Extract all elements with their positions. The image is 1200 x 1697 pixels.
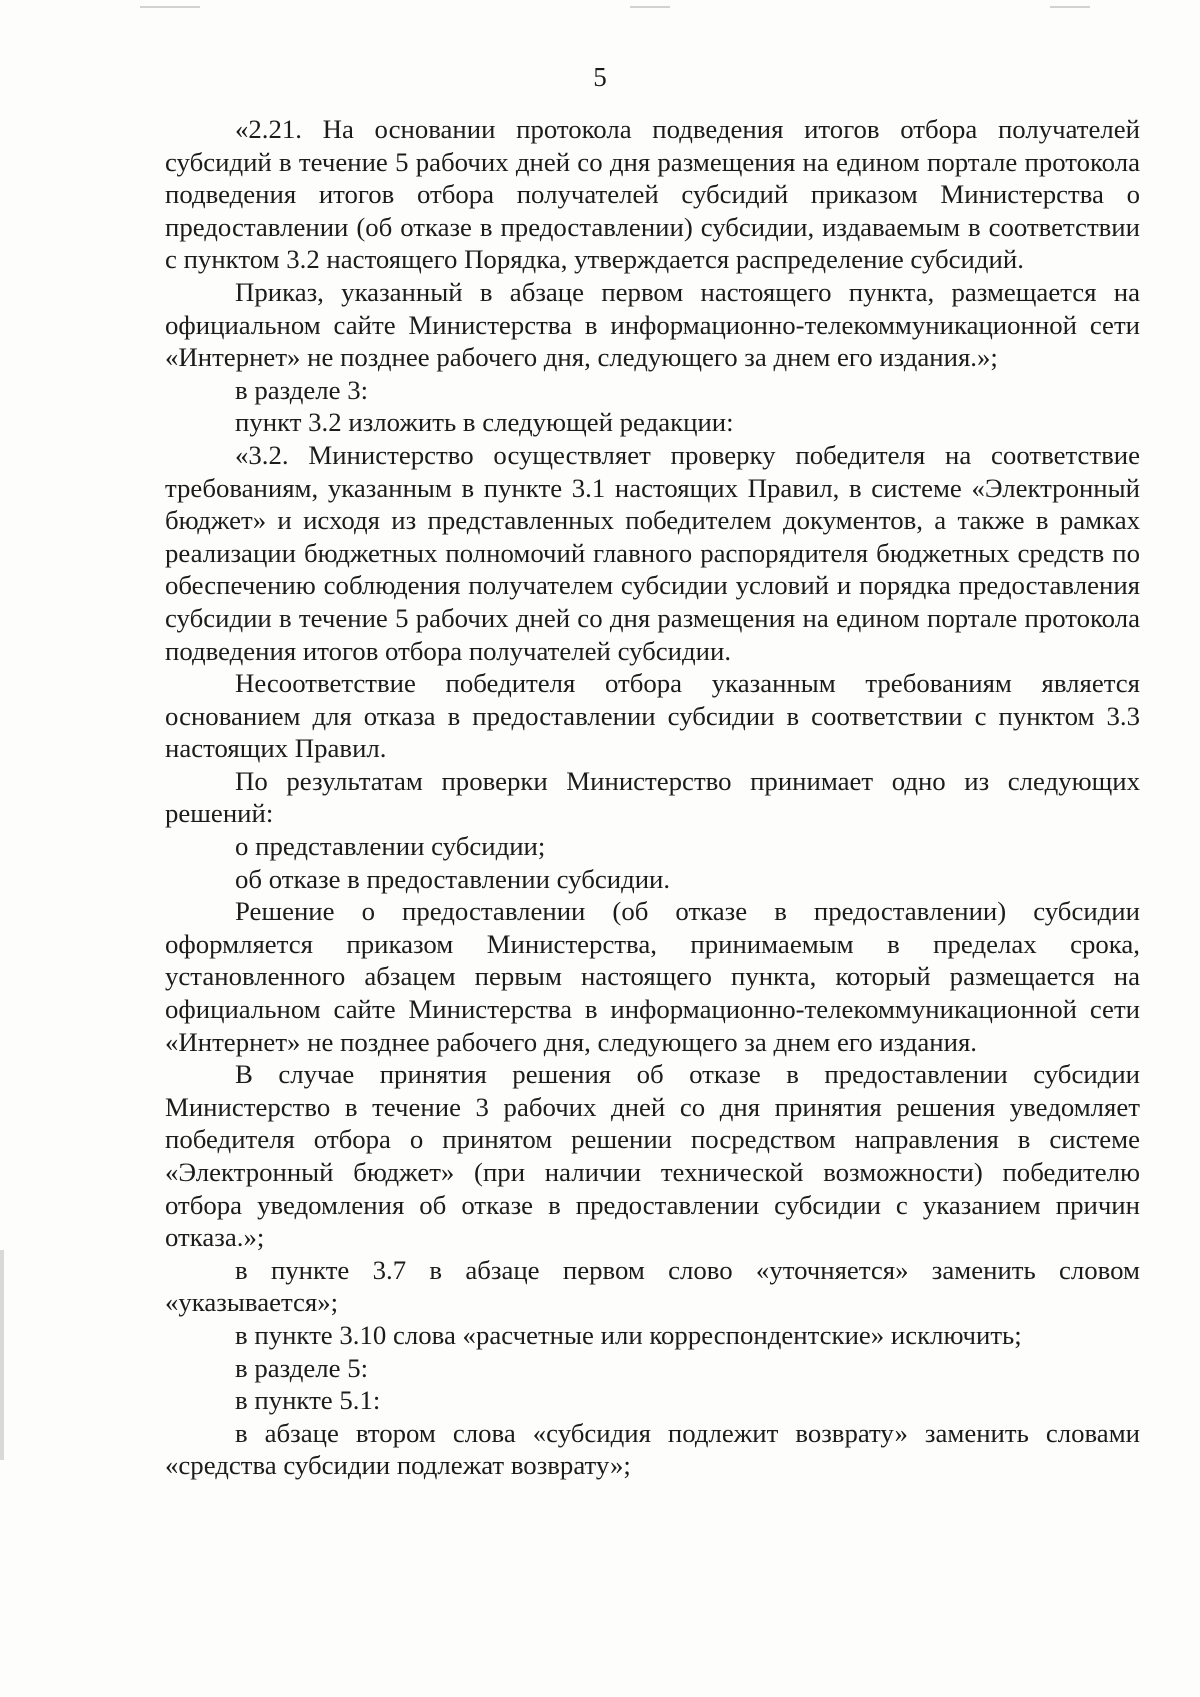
paragraph: о представлении субсидии; (235, 831, 546, 862)
paragraph: «2.21. На основании протокола подведения итогов отбора получателей субсидий в течение 5 рабочих дней со дня размещения на едином портале протокола подведения итогов отбора получателей субсидий приказом Министерства о предоставлении (об отказе в предоставлении) субсидии, издаваемым в соответствии с пунктом 3.2 настоящего Порядка, утверждается распределение субсидий. (165, 114, 1140, 275)
paragraph: Несоответствие победителя отбора указанным требованиям является основанием для отказа в предоставлении субсидии в соответствии с пунктом 3.3 настоящих Правил. (165, 668, 1140, 764)
scan-speck (1050, 6, 1090, 8)
paragraph: в разделе 3: (235, 374, 369, 405)
scan-edge-mark (0, 1250, 4, 1460)
paragraph: пункт 3.2 изложить в следующей редакции: (235, 407, 734, 438)
paragraph: Приказ, указанный в абзаце первом настоящего пункта, размещается на официальном сайте Министерства в информационно-телекоммуникационной сети «Интернет» не позднее рабочего дня, следующего за днем его издания.»; (165, 276, 1140, 373)
paragraph: «3.2. Министерство осуществляет проверку победителя на соответствие требованиям, указанным в пункте 3.1 настоящих Правил, в системе «Электронный бюджет» и исходя из представленных победителем документов, а также в рамках реализации бюджетных полномочий главного распорядителя бюджетных средств по обеспечению соблюдения получателем субсидии условий и порядка предоставления субсидии в течение 5 рабочих дней со дня размещения на едином портале протокола подведения итогов отбора получателей субсидии. (165, 439, 1140, 666)
paragraph: в абзаце втором слова «субсидия подлежит возврату» заменить словами «средства субсидии подлежат возврату»; (165, 1417, 1140, 1481)
page-number: 5 (593, 62, 607, 92)
scan-speck (630, 6, 670, 8)
document-body (165, 113, 1140, 1482)
paragraph: в разделе 5: (235, 1352, 369, 1383)
paragraph: По результатам проверки Министерство принимает одно из следующих решений: (165, 765, 1140, 829)
paragraph: В случае принятия решения об отказе в предоставлении субсидии Министерство в течение 3 рабочих дней со дня принятия решения уведомляет победителя отбора о принятом решении посредством направления в системе «Электронный бюджет» (при наличии технической возможности) победителю отбора уведомления об отказе в предоставлении субсидии с указанием причин отказа.»; (165, 1059, 1140, 1253)
paragraph: Решение о предоставлении (об отказе в предоставлении) субсидии оформляется приказом Министерства, принимаемым в пределах срока, установленного абзацем первым настоящего пункта, который размещается на официальном сайте Министерства в информационно-телекоммуникационной сети «Интернет» не позднее рабочего дня, следующего за днем его издания. (165, 896, 1140, 1057)
paragraph: об отказе в предоставлении субсидии. (235, 863, 671, 894)
paragraph: в пункте 5.1: (235, 1385, 381, 1416)
paragraph: в пункте 3.10 слова «расчетные или корреспондентские» исключить; (235, 1319, 1022, 1350)
scan-speck (140, 6, 200, 8)
paragraph: в пункте 3.7 в абзаце первом слово «уточняется» заменить словом «указывается»; (165, 1254, 1140, 1318)
